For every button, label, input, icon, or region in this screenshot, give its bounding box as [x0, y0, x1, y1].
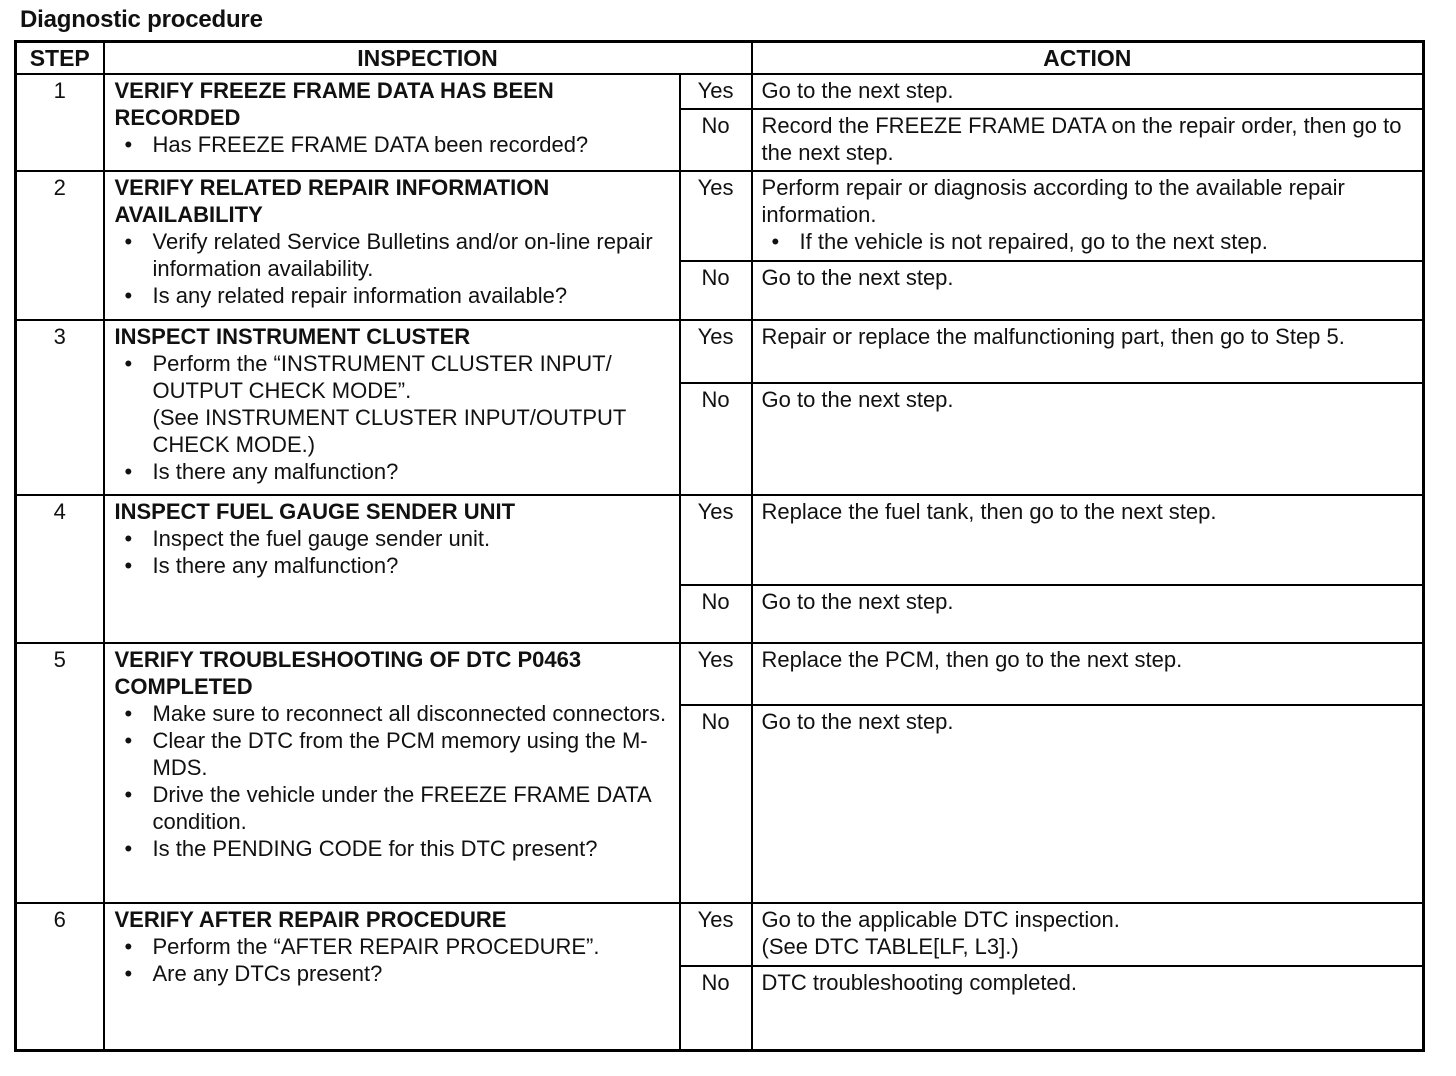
answer-no: No — [680, 383, 752, 495]
inspection-bullets — [115, 525, 671, 579]
answer-yes: Yes — [680, 74, 752, 109]
action-yes-note: (See DTC TABLE[LF, L3].) — [761, 934, 1019, 959]
step-column-header: STEP — [16, 42, 104, 75]
answer-yes: Yes — [680, 643, 752, 705]
inspection-bullets — [115, 350, 671, 485]
step-number: 4 — [16, 495, 104, 643]
inspection-bullets — [115, 933, 671, 987]
list-item: • Make sure to reconnect all disconnected connectors. — [115, 700, 671, 727]
action-yes: Replace the fuel tank, then go to the next step. — [752, 495, 1424, 585]
answer-no: No — [680, 966, 752, 1051]
action-no: Go to the next step. — [752, 261, 1424, 320]
list-item: • If the vehicle is not repaired, go to the next step. — [762, 228, 1415, 255]
page-title: Diagnostic procedure — [20, 6, 263, 33]
inspection-heading: VERIFY FREEZE FRAME DATA HAS BEEN RECORDED — [114, 78, 554, 130]
diagnostic-procedure-table — [14, 40, 1425, 1052]
action-yes-cell — [752, 171, 1424, 261]
table-header-row — [16, 42, 1424, 75]
list-item: • Verify related Service Bulletins and/or on-line repair information availability. — [115, 228, 671, 282]
list-item: • Is there any malfunction? — [115, 458, 671, 485]
answer-yes: Yes — [680, 171, 752, 261]
step-number: 1 — [16, 74, 104, 171]
answer-no: No — [680, 585, 752, 643]
inspection-cell — [104, 320, 680, 495]
inspection-cell — [104, 495, 680, 643]
inspection-bullets — [115, 228, 671, 309]
table-row — [16, 320, 1424, 383]
answer-no: No — [680, 109, 752, 171]
inspection-heading: VERIFY AFTER REPAIR PROCEDURE — [114, 907, 507, 932]
inspection-cell — [104, 903, 680, 1051]
bullet-text: Perform the “INSTRUMENT CLUSTER INPUT/ OUTPUT CHECK MODE”. — [152, 351, 612, 403]
step-number: 2 — [16, 171, 104, 320]
action-no: Go to the next step. — [752, 383, 1424, 495]
action-yes-cell — [752, 903, 1424, 966]
inspection-heading: INSPECT FUEL GAUGE SENDER UNIT — [114, 499, 516, 524]
answer-no: No — [680, 705, 752, 903]
table-row — [16, 171, 1424, 261]
inspection-cell — [104, 643, 680, 903]
action-column-header: ACTION — [752, 42, 1424, 75]
list-item: • Has FREEZE FRAME DATA been recorded? — [115, 131, 671, 158]
inspection-bullets — [115, 700, 671, 862]
action-yes: Replace the PCM, then go to the next step. — [752, 643, 1424, 705]
inspection-cell — [104, 74, 680, 171]
action-sub-bullets — [762, 228, 1415, 255]
inspection-heading: INSPECT INSTRUMENT CLUSTER — [114, 324, 471, 349]
list-item: • Is there any malfunction? — [115, 552, 671, 579]
list-item: • Clear the DTC from the PCM memory using the M-MDS. — [115, 727, 671, 781]
step-number: 5 — [16, 643, 104, 903]
list-item: • Is any related repair information available? — [115, 282, 671, 309]
action-yes: Repair or replace the malfunctioning part, then go to Step 5. — [752, 320, 1424, 383]
inspection-bullets — [115, 131, 671, 158]
action-no: Go to the next step. — [752, 585, 1424, 643]
step-number: 3 — [16, 320, 104, 495]
inspection-cell — [104, 171, 680, 320]
list-item — [115, 350, 671, 458]
action-yes: Go to the applicable DTC inspection. — [761, 907, 1120, 932]
action-no: DTC troubleshooting completed. — [752, 966, 1424, 1051]
table-row — [16, 643, 1424, 705]
answer-yes: Yes — [680, 320, 752, 383]
answer-yes: Yes — [680, 495, 752, 585]
table-row — [16, 495, 1424, 585]
step-number: 6 — [16, 903, 104, 1051]
table-row — [16, 74, 1424, 109]
action-no: Go to the next step. — [752, 705, 1424, 903]
answer-no: No — [680, 261, 752, 320]
table-row — [16, 903, 1424, 966]
action-no: Record the FREEZE FRAME DATA on the repair order, then go to the next step. — [752, 109, 1424, 171]
action-yes: Go to the next step. — [752, 74, 1424, 109]
inspection-heading: VERIFY TROUBLESHOOTING OF DTC P0463 COMPLETED — [114, 647, 582, 699]
list-item: • Is the PENDING CODE for this DTC present? — [115, 835, 671, 862]
inspection-column-header: INSPECTION — [104, 42, 752, 75]
list-item: • Drive the vehicle under the FREEZE FRAME DATA condition. — [115, 781, 671, 835]
action-yes: Perform repair or diagnosis according to the available repair information. — [761, 175, 1345, 227]
answer-yes: Yes — [680, 903, 752, 966]
bullet-note: (See INSTRUMENT CLUSTER INPUT/OUTPUT CHECK MODE.) — [152, 405, 626, 457]
inspection-heading: VERIFY RELATED REPAIR INFORMATION AVAILABILITY — [114, 175, 550, 227]
list-item: • Inspect the fuel gauge sender unit. — [115, 525, 671, 552]
list-item: • Are any DTCs present? — [115, 960, 671, 987]
list-item: • Perform the “AFTER REPAIR PROCEDURE”. — [115, 933, 671, 960]
